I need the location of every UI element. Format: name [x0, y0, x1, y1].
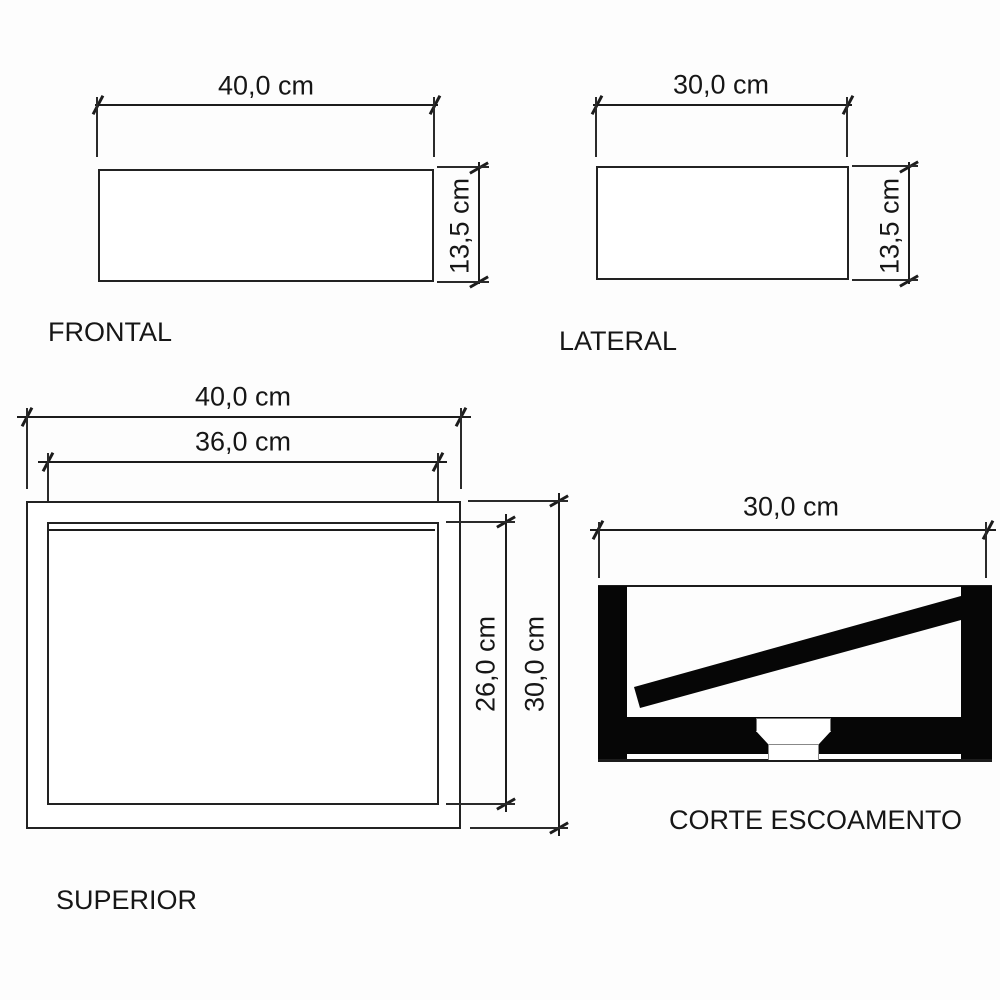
- lateral-width-dim-line: [593, 104, 852, 106]
- extension-line: [595, 97, 597, 157]
- extension-line: [446, 521, 515, 523]
- extension-line: [26, 408, 28, 489]
- lateral-height-dim-label: 13,5 cm: [874, 177, 905, 275]
- superior-inner-height-dim-line: [505, 514, 507, 812]
- extension-line: [437, 281, 489, 283]
- extension-line: [598, 522, 600, 578]
- superior-outer-height-dim-label: 30,0 cm: [519, 615, 550, 713]
- frontal-width-dim-label: 40,0 cm: [217, 70, 315, 101]
- section-top-rim-line: [598, 585, 992, 587]
- lateral-rect: [596, 166, 849, 280]
- lateral-view-label: LATERAL: [559, 326, 678, 356]
- section-right-wall: [961, 586, 992, 762]
- frontal-height-dim-label: 13,5 cm: [444, 177, 475, 275]
- superior-outer-height-dim-line: [558, 493, 560, 836]
- extension-line: [468, 500, 568, 502]
- extension-line: [985, 522, 987, 578]
- section-sloped-drain-bar: [633, 595, 961, 709]
- superior-inner-height-dim-label: 26,0 cm: [470, 615, 501, 713]
- superior-outer-width-dim-line: [17, 416, 471, 418]
- lateral-width-dim-label: 30,0 cm: [672, 69, 770, 100]
- drain-outlet-pipe: [768, 744, 819, 760]
- superior-inner-rim-line: [49, 529, 435, 531]
- corte-width-dim-line: [590, 529, 996, 531]
- section-left-wall: [598, 586, 627, 762]
- corte-width-dim-label: 30,0 cm: [742, 491, 840, 522]
- extension-line: [852, 279, 918, 281]
- drain-flange: [756, 718, 831, 732]
- lateral-height-dim-line: [908, 162, 910, 284]
- extension-line: [470, 827, 568, 829]
- frontal-height-dim-line: [478, 162, 480, 284]
- extension-line: [460, 408, 462, 489]
- extension-line: [852, 165, 918, 167]
- extension-line: [437, 166, 489, 168]
- extension-line: [96, 97, 98, 157]
- superior-inner-width-dim-label: 36,0 cm: [194, 426, 292, 457]
- extension-line: [433, 97, 435, 157]
- extension-line: [846, 97, 848, 157]
- frontal-rect: [98, 169, 434, 282]
- corte-view-label: CORTE ESCOAMENTO: [669, 805, 963, 835]
- superior-inner-rect: [47, 522, 439, 805]
- superior-view-label: SUPERIOR: [56, 885, 198, 915]
- superior-outer-width-dim-label: 40,0 cm: [194, 381, 292, 412]
- frontal-width-dim-line: [95, 104, 438, 106]
- extension-line: [446, 803, 515, 805]
- frontal-view-label: FRONTAL: [48, 317, 173, 347]
- superior-inner-width-dim-line: [38, 461, 447, 463]
